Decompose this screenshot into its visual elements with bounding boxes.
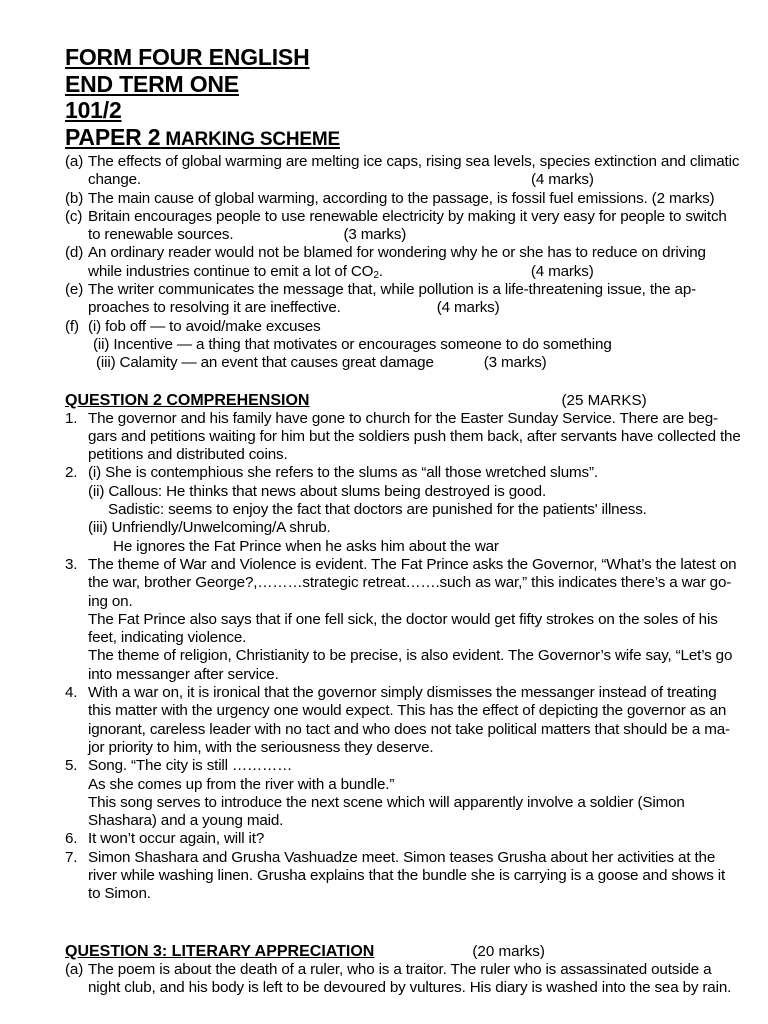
answer-2-5	[65, 757, 745, 830]
answer-2-6	[65, 830, 745, 848]
answer-text: petitions and distributed coins.	[88, 446, 288, 464]
answer-text: (i) fob off — to avoid/make excuses	[88, 317, 321, 335]
answer-3a	[65, 961, 745, 998]
answer-text: while industries continue to emit a lot of CO	[88, 262, 374, 280]
answer-2-2	[65, 464, 745, 555]
answer-text: (i) She is contemphious she refers to the slums as “all those wretched slums”.	[88, 464, 598, 482]
answer-text: He ignores the Fat Prince when he asks him about the war	[113, 537, 499, 555]
answer-2-4	[65, 684, 745, 757]
answer-label: (e)	[65, 281, 84, 299]
answer-label: (c)	[65, 207, 83, 225]
answer-number: 1.	[65, 409, 78, 427]
answer-text: ignorant, careless leader with no tact and who does not take political matters that should be a ma-	[88, 720, 730, 738]
question-3-heading: QUESTION 3: LITERARY APPRECIATION	[65, 942, 375, 960]
answer-text: proaches to resolving it are ineffective.	[88, 299, 341, 317]
question-3-marks: (20 marks)	[472, 942, 545, 960]
answer-text: night club, and his body is left to be devoured by vultures. His diary is washed into the sea by rain.	[88, 978, 732, 996]
answer-number: 4.	[65, 684, 78, 702]
answer-1c	[65, 208, 745, 245]
question-2-marks: (25 MARKS)	[561, 391, 647, 409]
answer-text: (ii) Callous: He thinks that news about slums being destroyed is good.	[88, 482, 547, 500]
question-2-answers	[65, 410, 745, 904]
answer-text: the war, brother George?,………strategic retreat…….such as war,” this indicates there’s a war go-	[88, 574, 732, 592]
answer-label: (b)	[65, 189, 84, 207]
answer-text: The Fat Prince also says that if one fell sick, the doctor would get fifty strokes on the soles of his	[88, 610, 718, 628]
answer-label: (d)	[65, 244, 84, 262]
answer-1a	[65, 153, 745, 190]
answer-number: 7.	[65, 848, 78, 866]
answer-text: The poem is about the death of a ruler, who is a traitor. The ruler who is assassinated outside a	[88, 960, 712, 978]
marks-allocation: (3 marks)	[483, 354, 547, 372]
answer-text: to renewable sources.	[88, 226, 234, 244]
title-line-1: FORM FOUR ENGLISH	[65, 44, 310, 70]
answer-text: Shashara) and a young maid.	[88, 812, 284, 830]
answer-text: change.	[88, 171, 141, 189]
answer-text: feet, indicating violence.	[88, 629, 247, 647]
answer-1b	[65, 190, 745, 208]
answer-text: The theme of religion, Christianity to be precise, is also evident. The Governor’s wife say, “Let’s go	[88, 647, 733, 665]
question-3-heading-row	[65, 942, 745, 961]
answer-2-3	[65, 556, 745, 684]
answer-text: An ordinary reader would not be blamed for wondering why he or she has to reduce on driving	[88, 244, 706, 262]
document-page	[65, 44, 745, 997]
question-2-heading: QUESTION 2 COMPREHENSION	[65, 391, 310, 409]
answer-text: The theme of War and Violence is evident. The Fat Prince asks the Governor, “What’s the latest on	[88, 555, 737, 573]
marking-scheme-label: MARKING SCHEME	[160, 128, 340, 150]
answer-text: Britain encourages people to use renewable electricity by making it very easy for people to switch	[88, 207, 727, 225]
paper-label: PAPER 2	[65, 123, 161, 150]
answer-text: With a war on, it is ironical that the governor simply dismisses the messanger instead of treating	[88, 684, 717, 702]
answer-text: It won’t occur again, will it?	[88, 830, 265, 848]
title-line-4	[65, 124, 745, 154]
answer-text: to Simon.	[88, 885, 151, 903]
answer-1e	[65, 281, 745, 318]
answer-number: 6.	[65, 830, 78, 848]
answer-label: (f)	[65, 317, 79, 335]
question-2-heading-row	[65, 391, 745, 410]
answer-number: 5.	[65, 757, 78, 775]
answer-text: jor priority to him, with the seriousness they deserve.	[88, 738, 434, 756]
answer-2-7	[65, 849, 745, 904]
answer-text: (iii) Unfriendly/Unwelcoming/A shrub.	[88, 519, 331, 537]
answer-text: Simon Shashara and Grusha Vashuadze meet. Simon teases Grusha about her activities at the	[88, 848, 716, 866]
answer-number: 3.	[65, 555, 78, 573]
marks-allocation: (4 marks)	[531, 171, 594, 189]
answer-text: (iii) Calamity — an event that causes great damage	[96, 354, 434, 372]
answer-text: The effects of global warming are melting ice caps, rising sea levels, species extinction and climatic	[88, 153, 740, 170]
answer-1d	[65, 244, 745, 281]
answer-text: gars and petitions waiting for him but the soldiers push them back, after servants have collected the	[88, 427, 741, 445]
answer-text: The writer communicates the message that, while pollution is a life-threatening issue, the ap-	[88, 281, 697, 299]
answer-text: The main cause of global warming, according to the passage, is fossil fuel emissions. (2 marks)	[88, 189, 715, 207]
answer-number: 2.	[65, 464, 78, 482]
subscript-2: 2	[373, 269, 379, 281]
answer-1f	[65, 318, 745, 336]
answer-label: (a)	[65, 153, 84, 170]
answer-text: Sadistic: seems to enjoy the fact that doctors are punished for the patients' illness.	[108, 501, 647, 519]
answer-text: This song serves to introduce the next scene which will apparently involve a soldier (Simon	[88, 793, 685, 811]
answer-2-1	[65, 410, 745, 465]
answer-text-end: .	[378, 262, 383, 280]
answer-text: ing on.	[88, 592, 133, 610]
answer-text: (ii) Incentive — a thing that motivates or encourages someone to do something	[93, 335, 612, 353]
title-line-2: END TERM ONE	[65, 70, 239, 97]
answer-text: river while washing linen. Grusha explains that the bundle she is carrying is a goose and shows it	[88, 866, 726, 884]
answer-text: Song. “The city is still …………	[88, 757, 293, 775]
marks-allocation: (4 marks)	[436, 299, 500, 317]
question-3-answers	[65, 961, 745, 998]
answer-text: this matter with the urgency one would expect. This has the effect of depicting the governor as an	[88, 702, 727, 720]
marks-allocation: (3 marks)	[343, 226, 407, 244]
title-line-3: 101/2	[65, 97, 122, 123]
question-1-answers	[65, 153, 745, 373]
answer-text: into messanger after service.	[88, 665, 279, 683]
answer-label: (a)	[65, 960, 84, 978]
marks-allocation: (4 marks)	[530, 262, 594, 280]
answer-text: The governor and his family have gone to church for the Easter Sunday Service. There are beg-	[88, 409, 718, 427]
answer-text: As she comes up from the river with a bundle.”	[88, 775, 395, 793]
